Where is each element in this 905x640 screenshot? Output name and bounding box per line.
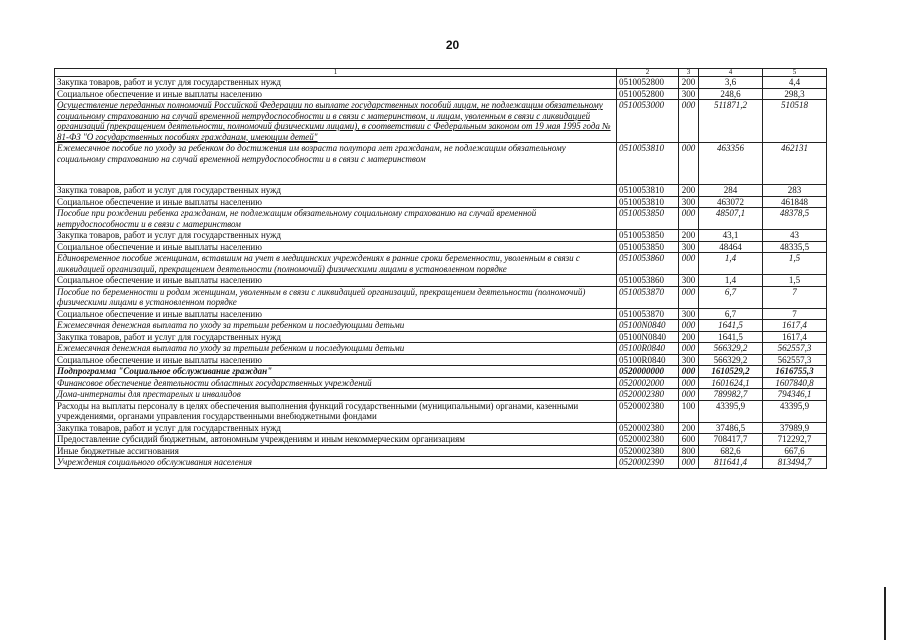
row-vr-cell: 000 xyxy=(679,100,699,143)
row-value-2018-cell: 1607840,8 xyxy=(763,377,827,389)
row-code-cell: 0520002380 xyxy=(617,434,679,446)
row-vr-cell: 200 xyxy=(679,422,699,434)
row-vr-cell: 000 xyxy=(679,343,699,355)
row-code-cell: 0520002000 xyxy=(617,377,679,389)
row-code-cell: 0510053810 xyxy=(617,143,679,185)
table-row xyxy=(55,434,827,446)
row-name-cell: Закупка товаров, работ и услуг для государственных нужд xyxy=(55,331,617,343)
row-name-cell: Ежемесячная денежная выплата по уходу за третьим ребенком и последующими детьми xyxy=(55,343,617,355)
row-vr-cell: 600 xyxy=(679,434,699,446)
budget-table xyxy=(54,68,827,469)
table-row xyxy=(55,400,827,422)
row-code-cell: 0510053810 xyxy=(617,185,679,197)
table-row xyxy=(55,100,827,143)
row-code-cell: 0510053000 xyxy=(617,100,679,143)
row-value-2018-cell: 283 xyxy=(763,185,827,197)
row-value-2018-cell: 1,5 xyxy=(763,253,827,275)
table-row xyxy=(55,253,827,275)
row-value-2018-cell: 4,4 xyxy=(763,77,827,89)
row-value-2018-cell: 510518 xyxy=(763,100,827,143)
row-vr-cell: 000 xyxy=(679,366,699,378)
row-vr-cell: 200 xyxy=(679,185,699,197)
row-value-2018-cell: 37989,9 xyxy=(763,422,827,434)
row-value-2018-cell: 298,3 xyxy=(763,88,827,100)
row-vr-cell: 000 xyxy=(679,286,699,308)
row-vr-cell: 300 xyxy=(679,275,699,287)
row-name-cell: Закупка товаров, работ и услуг для государственных нужд xyxy=(55,230,617,242)
row-value-2018-cell: 48378,5 xyxy=(763,208,827,230)
row-value-2018-cell: 461848 xyxy=(763,196,827,208)
row-name-cell: Пособие по беременности и родам женщинам, уволенным в связи с ликвидацией организаций, прекращением деятельности (полномочий) физическими лицами в установленном порядке xyxy=(55,286,617,308)
row-code-cell: 0510053850 xyxy=(617,230,679,242)
row-vr-cell: 000 xyxy=(679,208,699,230)
row-value-2018-cell: 43 xyxy=(763,230,827,242)
row-value-2017-cell: 43395,9 xyxy=(699,400,763,422)
table-row xyxy=(55,389,827,401)
row-value-2017-cell: 682,6 xyxy=(699,445,763,457)
row-value-2018-cell: 43395,9 xyxy=(763,400,827,422)
table-row xyxy=(55,185,827,197)
row-value-2017-cell: 708417,7 xyxy=(699,434,763,446)
row-code-cell: 0520002380 xyxy=(617,400,679,422)
row-name-cell: Пособие при рождении ребенка гражданам, не подлежащим обязательному социальному страхованию на случай временной нетрудоспособности и в связи с материнством xyxy=(55,208,617,230)
row-value-2018-cell: 1617,4 xyxy=(763,331,827,343)
row-code-cell: 0510052800 xyxy=(617,77,679,89)
row-value-2018-cell: 7 xyxy=(763,286,827,308)
row-value-2017-cell: 1641,5 xyxy=(699,320,763,332)
table-row xyxy=(55,241,827,253)
table-row xyxy=(55,422,827,434)
table-row xyxy=(55,308,827,320)
row-value-2017-cell: 48464 xyxy=(699,241,763,253)
row-vr-cell: 100 xyxy=(679,400,699,422)
row-value-2018-cell: 1617,4 xyxy=(763,320,827,332)
row-value-2017-cell: 463356 xyxy=(699,143,763,185)
row-value-2017-cell: 463072 xyxy=(699,196,763,208)
row-value-2017-cell: 1610529,2 xyxy=(699,366,763,378)
row-code-cell: 0510053870 xyxy=(617,308,679,320)
row-code-cell: 0510052800 xyxy=(617,88,679,100)
row-vr-cell: 200 xyxy=(679,230,699,242)
row-code-cell: 05100N0840 xyxy=(617,320,679,332)
row-vr-cell: 800 xyxy=(679,445,699,457)
header-col-5: 5 xyxy=(763,69,827,77)
row-vr-cell: 200 xyxy=(679,77,699,89)
row-code-cell: 0510053810 xyxy=(617,196,679,208)
row-value-2018-cell: 1616755,3 xyxy=(763,366,827,378)
row-code-cell: 0510053870 xyxy=(617,286,679,308)
row-value-2017-cell: 48507,1 xyxy=(699,208,763,230)
row-code-cell: 05100R0840 xyxy=(617,343,679,355)
row-value-2017-cell: 566329,2 xyxy=(699,343,763,355)
table-row xyxy=(55,343,827,355)
row-value-2018-cell: 562557,3 xyxy=(763,343,827,355)
row-name-cell: Расходы на выплаты персоналу в целях обеспечения выполнения функций государственными (муниципальными) органами, казенными учреждениями, органами управления государственными внебюджетными фондами xyxy=(55,400,617,422)
row-vr-cell: 000 xyxy=(679,389,699,401)
row-name-cell: Единовременное пособие женщинам, вставшим на учет в медицинских учреждениях в ранние сроки беременности, уволенным в связи с ликвидацией организаций, прекращением деятельности (полномочий) физическими лицами в установленном порядке xyxy=(55,253,617,275)
row-code-cell: 0520002380 xyxy=(617,422,679,434)
row-value-2018-cell: 667,6 xyxy=(763,445,827,457)
row-vr-cell: 000 xyxy=(679,320,699,332)
row-name-cell: Дома-интернаты для престарелых и инвалидов xyxy=(55,389,617,401)
row-name-cell: Социальное обеспечение и иные выплаты населению xyxy=(55,88,617,100)
row-value-2017-cell: 1,4 xyxy=(699,253,763,275)
row-value-2017-cell: 248,6 xyxy=(699,88,763,100)
row-vr-cell: 300 xyxy=(679,354,699,366)
table-row xyxy=(55,230,827,242)
row-value-2018-cell: 462131 xyxy=(763,143,827,185)
row-code-cell: 0520002380 xyxy=(617,445,679,457)
row-name-cell: Подпрограмма "Социальное обслуживание граждан" xyxy=(55,366,617,378)
header-col-3: 3 xyxy=(679,69,699,77)
table-row xyxy=(55,445,827,457)
row-vr-cell: 000 xyxy=(679,377,699,389)
row-value-2017-cell: 1641,5 xyxy=(699,331,763,343)
table-row xyxy=(55,88,827,100)
row-value-2018-cell: 712292,7 xyxy=(763,434,827,446)
row-value-2018-cell: 7 xyxy=(763,308,827,320)
table-row xyxy=(55,366,827,378)
row-vr-cell: 000 xyxy=(679,457,699,469)
row-code-cell: 0510053860 xyxy=(617,253,679,275)
table-row xyxy=(55,320,827,332)
row-code-cell: 05100N0840 xyxy=(617,331,679,343)
row-value-2017-cell: 789982,7 xyxy=(699,389,763,401)
row-value-2017-cell: 6,7 xyxy=(699,286,763,308)
header-col-4: 4 xyxy=(699,69,763,77)
table-row xyxy=(55,354,827,366)
row-name-cell: Ежемесячная денежная выплата по уходу за третьим ребенком и последующими детьми xyxy=(55,320,617,332)
header-col-1: 1 xyxy=(55,69,617,77)
row-name-cell: Иные бюджетные ассигнования xyxy=(55,445,617,457)
row-name-cell: Закупка товаров, работ и услуг для государственных нужд xyxy=(55,422,617,434)
row-name-cell: Ежемесячное пособие по уходу за ребенком до достижения им возраста полутора лет гражданам, не подлежащим обязательному социальному страхованию на случай временной нетрудоспособности и в связи с материнством xyxy=(55,143,617,185)
row-vr-cell: 300 xyxy=(679,241,699,253)
row-value-2017-cell: 1601624,1 xyxy=(699,377,763,389)
row-vr-cell: 300 xyxy=(679,88,699,100)
row-value-2018-cell: 48335,5 xyxy=(763,241,827,253)
header-col-2: 2 xyxy=(617,69,679,77)
table-row xyxy=(55,208,827,230)
table-row xyxy=(55,275,827,287)
row-vr-cell: 000 xyxy=(679,143,699,185)
row-value-2017-cell: 43,1 xyxy=(699,230,763,242)
row-value-2017-cell: 1,4 xyxy=(699,275,763,287)
row-value-2017-cell: 284 xyxy=(699,185,763,197)
row-name-cell: Социальное обеспечение и иные выплаты населению xyxy=(55,354,617,366)
row-value-2018-cell: 562557,3 xyxy=(763,354,827,366)
table-row xyxy=(55,286,827,308)
row-code-cell: 0510053860 xyxy=(617,275,679,287)
row-name-cell: Закупка товаров, работ и услуг для государственных нужд xyxy=(55,185,617,197)
table-row xyxy=(55,457,827,469)
row-code-cell: 0520000000 xyxy=(617,366,679,378)
row-code-cell: 0520002390 xyxy=(617,457,679,469)
row-vr-cell: 200 xyxy=(679,331,699,343)
table-row xyxy=(55,77,827,89)
row-name-cell: Учреждения социального обслуживания населения xyxy=(55,457,617,469)
row-code-cell: 0510053850 xyxy=(617,208,679,230)
table-row xyxy=(55,331,827,343)
row-code-cell: 0510053850 xyxy=(617,241,679,253)
row-value-2017-cell: 566329,2 xyxy=(699,354,763,366)
column-number-header xyxy=(55,69,827,77)
row-value-2017-cell: 3,6 xyxy=(699,77,763,89)
row-value-2017-cell: 6,7 xyxy=(699,308,763,320)
row-value-2017-cell: 811641,4 xyxy=(699,457,763,469)
row-vr-cell: 000 xyxy=(679,253,699,275)
row-name-cell: Закупка товаров, работ и услуг для государственных нужд xyxy=(55,77,617,89)
row-code-cell: 0520002380 xyxy=(617,389,679,401)
row-value-2017-cell: 37486,5 xyxy=(699,422,763,434)
row-name-cell: Предоставление субсидий бюджетным, автономным учреждениям и иным некоммерческим организациям xyxy=(55,434,617,446)
margin-rule xyxy=(884,587,886,640)
row-value-2018-cell: 1,5 xyxy=(763,275,827,287)
row-vr-cell: 300 xyxy=(679,196,699,208)
table-row xyxy=(55,196,827,208)
table-row xyxy=(55,143,827,185)
row-name-cell: Финансовое обеспечение деятельности областных государственных учреждений xyxy=(55,377,617,389)
row-name-cell: Социальное обеспечение и иные выплаты населению xyxy=(55,308,617,320)
row-value-2018-cell: 794346,1 xyxy=(763,389,827,401)
row-value-2018-cell: 813494,7 xyxy=(763,457,827,469)
page-number: 20 xyxy=(445,38,460,52)
row-vr-cell: 300 xyxy=(679,308,699,320)
row-name-cell: Осуществление переданных полномочий Российской Федерации по выплате государственных пособий лицам, не подлежащим обязательному социальному страхованию на случай временной нетрудоспособности и в связи с материнством, и лицам, уволенным в связи с ликвидацией организаций (прекращением деятельности, полномочий физическими лицами), в соответствии с Федеральным законом от 19 мая 1995 года № 81-ФЗ "О государственных пособиях гражданам, имеющим детей" xyxy=(55,100,617,143)
row-name-cell: Социальное обеспечение и иные выплаты населению xyxy=(55,275,617,287)
row-value-2017-cell: 511871,2 xyxy=(699,100,763,143)
row-name-cell: Социальное обеспечение и иные выплаты населению xyxy=(55,241,617,253)
row-code-cell: 05100R0840 xyxy=(617,354,679,366)
table-row xyxy=(55,377,827,389)
row-name-cell: Социальное обеспечение и иные выплаты населению xyxy=(55,196,617,208)
